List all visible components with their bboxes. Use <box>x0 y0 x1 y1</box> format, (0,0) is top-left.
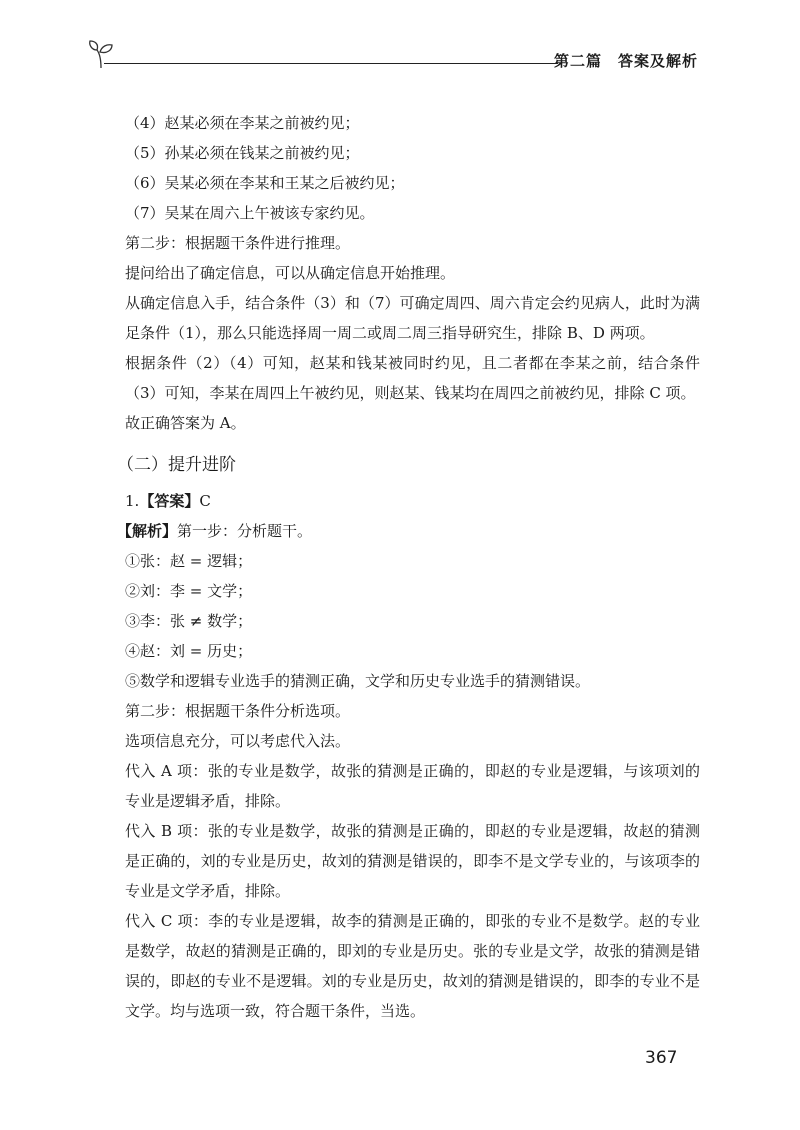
step-two: 第二步：根据题干条件进行推理。 <box>125 234 351 252</box>
condition-6: （6）吴某必须在李某和王某之后被约见； <box>125 174 405 192</box>
guess-li: ③李：张 ≠ 数学； <box>125 612 253 630</box>
option-a-analysis: 代入 A 项：张的专业是数学，故张的猜测是正确的，即赵的专业是逻辑，与该项刘的专业是逻辑矛盾，排除。 <box>125 762 700 810</box>
header-rule <box>104 63 558 64</box>
q1-answer-line <box>95 486 700 516</box>
header-title: 第二篇 答案及解析 <box>553 52 698 70</box>
guess-zhao: ④赵：刘 = 历史； <box>125 642 253 660</box>
condition-4: （4）赵某必须在李某之前被约见； <box>125 114 360 132</box>
method-line: 选项信息充分，可以考虑代入法。 <box>125 732 351 750</box>
answer-value: C <box>199 492 211 510</box>
sprout-icon <box>88 38 114 70</box>
conclusion: 故正确答案为 A。 <box>125 414 246 432</box>
option-c-analysis: 代入 C 项：李的专业是逻辑，故李的猜测是正确的，即张的专业不是数学。赵的专业是数学，故赵的猜测是正确的，即刘的专业是历史。张的专业是文学，故张的猜测是错误的，即赵的专业不是逻辑。刘的专业是历史，故刘的猜测是错误的，即李的专业不是文学。均与选项一致，符合题干条件，当选。 <box>125 912 700 1020</box>
page-header <box>88 38 708 78</box>
q1-number: 1. <box>125 492 140 510</box>
page-number: 367 <box>645 1048 678 1068</box>
condition-5: （5）孙某必须在钱某之前被约见； <box>125 144 360 162</box>
analysis-step1: 第一步：分析题干。 <box>177 522 313 540</box>
analysis-tag: 【解析】 <box>117 522 178 540</box>
guess-zhang: ①张：赵 = 逻辑； <box>125 552 253 570</box>
analysis-line <box>95 516 700 546</box>
guess-rule: ⑤数学和逻辑专业选手的猜测正确，文学和历史专业选手的猜测错误。 <box>125 672 591 690</box>
condition-7: （7）吴某在周六上午被该专家约见。 <box>125 204 375 222</box>
hint-line: 提问给出了确定信息，可以从确定信息开始推理。 <box>125 264 456 282</box>
page-content <box>95 108 700 1026</box>
section-title: （二）提升进阶 <box>117 455 236 475</box>
reasoning-paragraph-2: 根据条件（2）（4）可知，赵某和钱某被同时约见，且二者都在李某之前，结合条件（3）可知，李某在周四上午被约见，则赵某、钱某均在周四之前被约见，排除 C 项。 <box>125 354 700 402</box>
guess-liu: ②刘：李 = 文学； <box>125 582 253 600</box>
step-two-options: 第二步：根据题干条件分析选项。 <box>125 702 351 720</box>
reasoning-paragraph-1: 从确定信息入手，结合条件（3）和（7）可确定周四、周六肯定会约见病人，此时为满足条件（1），那么只能选择周一周二或周二周三指导研究生，排除 B、D 两项。 <box>125 294 700 342</box>
option-b-analysis: 代入 B 项：张的专业是数学，故张的猜测是正确的，即赵的专业是逻辑，故赵的猜测是正确的，刘的专业是历史，故刘的猜测是错误的，即李不是文学专业的，与该项李的专业是文学矛盾，排除。 <box>125 822 700 900</box>
answer-tag: 【答案】 <box>139 492 200 510</box>
